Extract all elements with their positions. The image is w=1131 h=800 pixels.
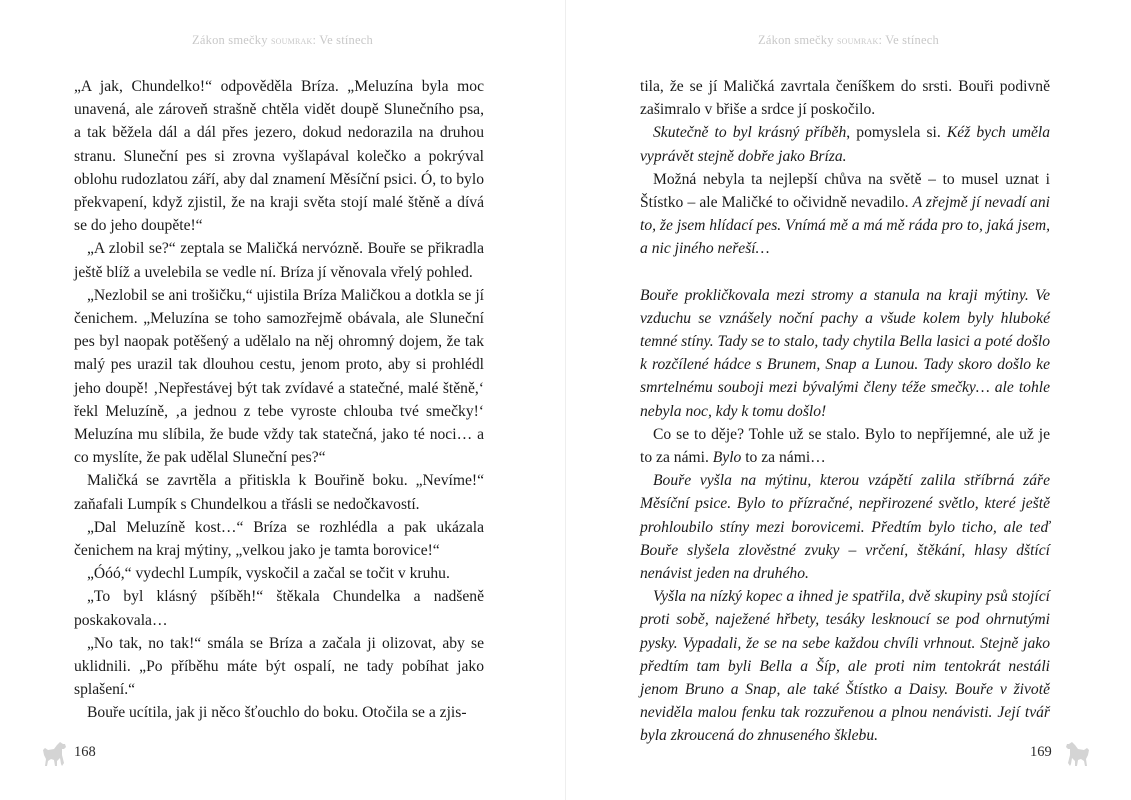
page-number: 168 [74,744,96,760]
paragraph: Maličká se zavrtěla a přitiskla k Bouřině boku. „Nevíme!“ zaňafali Lumpík s Chundelkou a třásli se nedočkavostí. [74,472,484,513]
body-text [640,75,1050,748]
body-text [74,75,484,725]
paragraph: „Óóó,“ vydechl Lumpík, vyskočil a začal se točit v kruhu. [87,565,450,583]
paragraph: „No tak, no tak!“ smála se Bríza a začala ji olizovat, aby se uklidnili. „Po příběhu máte být ospalí, ne tady pobíhat jako splašení.“ [74,634,484,699]
paragraph: „A jak, Chundelko!“ odpověděla Bríza. „Meluzína byla moc unavená, ale zároveň strašně chtěla vidět doupě Slunečního psa, a tak běžela dál a dál přes jezero, dokud nedorazila na druhou stranu. Sluneční pes si zrovna vyšlapával kolečko a pokrýval oblohu rudozlatou září, aby dal znamení Měsíční psici. Ó, to bylo překvapení, když zjistil, že na kraji světa stojí malé štěně a dívá se do jeho doupěte!“ [74,78,484,235]
paragraph: Bouře vyšla na mýtinu, kterou vzápětí zalila stříbrná záře Měsíční psice. Bylo to přízračné, nepřirozené světlo, které ještě prohloubilo stíny mezi borovicemi. Předtím bylo ticho, ale teď Bouře slyšela zlověstné zvuky – vrčení, štěkání, hlasy dštící nenávist jeden na druhého. [640,472,1050,583]
paragraph: Skutečně to byl krásný příběh, pomyslela si. Kéž bych uměla vyprávět stejně dobře jako Bríza. [640,124,1051,165]
paragraph: Možná nebyla ta nejlepší chůva na světě – to musel uznat i Štístko – ale Maličké to očividně nevadilo. A zřejmě jí nevadí ani to, že jsem hlídací pes. Vnímá mě a má mě ráda pro to, jaká jsem, a nic jiného neřeší… [640,170,1051,258]
dog-silhouette-icon [42,740,68,768]
paragraph: tila, že se jí Maličká zavrtala čeníškem do srsti. Bouři podivně zašimralo v břiše a srdce jí poskočilo. [640,78,1050,119]
left-page [0,0,565,800]
paragraph: „Dal Meluzíně kost…“ Bríza se rozhlédla a pak ukázala čenichem na kraj mýtiny, „velkou jako je tamta borovice!“ [74,518,484,560]
running-head: Zákon smečky soumrak: Ve stínech [758,33,939,47]
paragraph: Bouře ucítila, jak ji něco šťouchlo do boku. Otočila se a zjis- [87,704,467,722]
running-head: Zákon smečky soumrak: Ve stínech [192,33,373,47]
dog-silhouette-icon [1064,740,1090,768]
paragraph: „To byl klásný pšíběh!“ štěkala Chundelka a nadšeně poskakovala… [74,588,484,629]
right-page [566,0,1131,800]
paragraph: „A zlobil se?“ zeptala se Maličká nervózně. Bouře se přikradla ještě blíž a uvelebila se vedle ní. Bríza jí věnovala vřelý pohled. [74,240,484,281]
paragraph: Vyšla na nízký kopec a ihned je spatřila, dvě skupiny psů stojící proti sobě, naježené hřbety, tesáky lesknoucí se pod ohrnutými pysky. Vypadali, že se na sebe každou chvíli vrhnout. Stejně jako předtím tam byli Bella a Šíp, ale proti nim tentokrát nestáli jenom Bruno a Snap, ale také Štístko a Daisy. Bouře v životě neviděla malou fenku tak rozzuřenou a plnou nenávisti. Její tvář byla zkroucená do zhnuseného šklebu. [640,588,1050,745]
paragraph: „Nezlobil se ani trošičku,“ ujistila Bríza Maličkou a dotkla se jí čenichem. „Meluzína se toho samozřejmě obávala, ale Sluneční pes byl naopak potěšený a udělalo na něj ohromný dojem, že tak malý pes urazil tak dlouhou cestu, jenom proto, aby si prohlédl jeho doupě! ‚Nepřestávej být tak zvídavé a statečné, malé štěně,‘ řekl Meluzíně, ‚a jednou z tebe vyroste chlouba tvé smečky!‘ Meluzína mu slíbila, že bude vždy tak statečná, jako té noci… a co myslíte, že pak udělal Sluneční pes?“ [74,286,484,467]
page-number: 169 [1030,744,1052,760]
paragraph: Co se to děje? Tohle už se stalo. Bylo to nepříjemné, ale už je to za námi. Bylo to za námi… [640,425,1050,467]
paragraph: Bouře prokličkovala mezi stromy a stanula na kraji mýtiny. Ve vzduchu se vznášely noční pachy a všude kolem byly hluboké temné stíny. Tady se to stalo, tady chytila Bella lasici a poté došlo k rozčílené hádce s Brunem, Snap a Lunou. Tady skoro došlo ke smrtelnému souboji mezi bývalými členy téže smečky… ale tohle nebyla noc, kdy k tomu došlo! [640,286,1051,420]
